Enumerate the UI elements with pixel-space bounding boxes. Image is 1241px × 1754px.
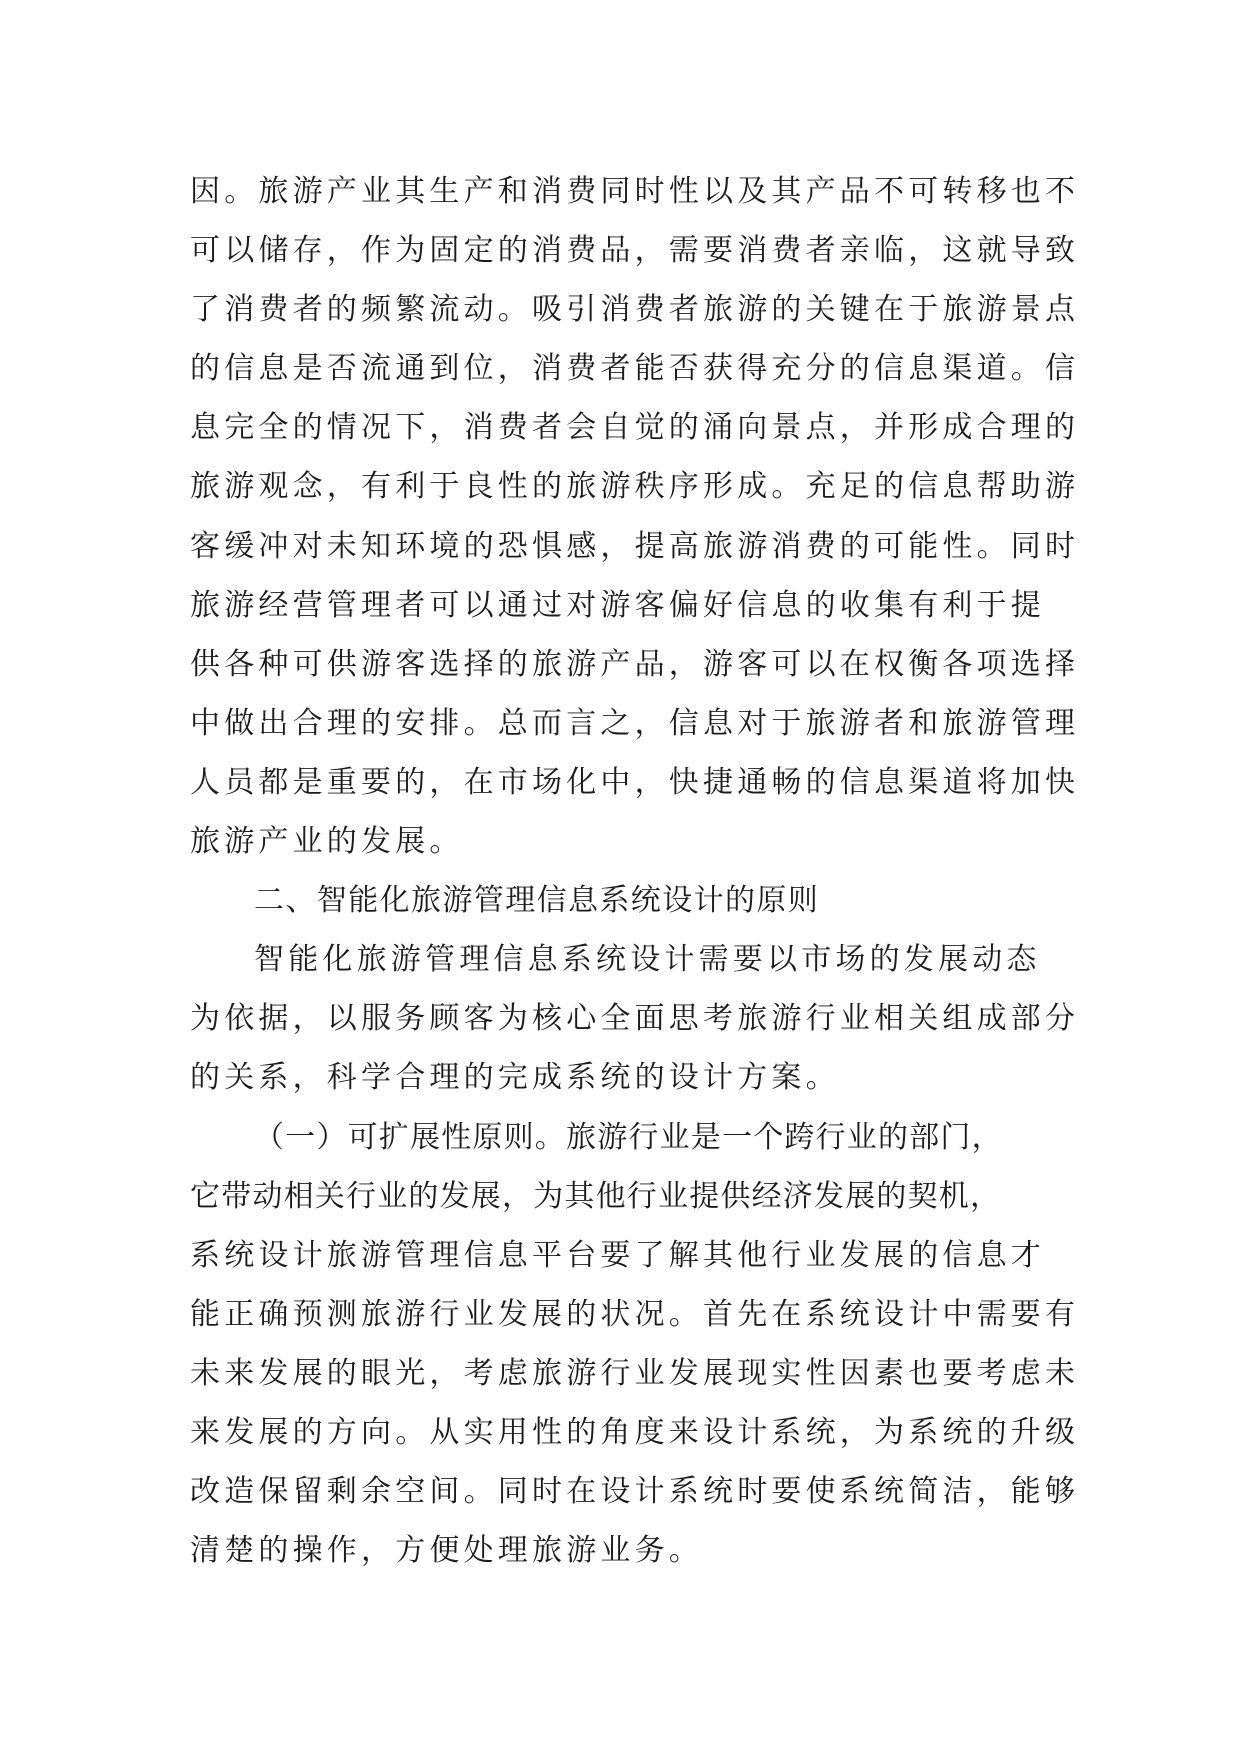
text-line: 的关系，科学合理的完成系统的设计方案。	[190, 1060, 840, 1096]
text-line: 来发展的方向。从实用性的角度来设计系统，为系统的升级	[190, 1414, 1080, 1450]
text-line: 因。旅游产业其生产和消费同时性以及其产品不可转移也不	[190, 174, 1080, 209]
text-line: 息完全的情况下，消费者会自觉的涌向景点，并形成合理的	[190, 410, 1080, 446]
text-line: 中做出合理的安排。总而言之，信息对于旅游者和旅游管理	[190, 705, 1080, 741]
text-line: 清楚的操作，方便处理旅游业务。	[190, 1533, 703, 1569]
text-line: 了消费者的频繁流动。吸引消费者旅游的关键在于旅游景点	[190, 292, 1080, 328]
text-line: 可以储存，作为固定的消费品，需要消费者亲临，这就导致	[190, 233, 1080, 269]
document-body	[190, 162, 1080, 1580]
subsection-heading-line: （一）可扩展性原则。旅游行业是一个跨行业的部门，	[254, 1119, 1003, 1155]
text-line: 未来发展的眼光，考虑旅游行业发展现实性因素也要考虑未	[190, 1355, 1080, 1391]
section-heading: 二、智能化旅游管理信息系统设计的原则	[254, 883, 820, 919]
text-line: 系统设计旅游管理信息平台要了解其他行业发展的信息才	[190, 1237, 1045, 1273]
text-line: 人员都是重要的，在市场化中，快捷通畅的信息渠道将加快	[190, 764, 1080, 800]
text-line: 旅游经营管理者可以通过对游客偏好信息的收集有利于提	[190, 587, 1045, 623]
text-line: 为依据，以服务顾客为核心全面思考旅游行业相关组成部分	[190, 1001, 1080, 1037]
text-line: 客缓冲对未知环境的恐惧感，提高旅游消费的可能性。同时	[190, 528, 1080, 564]
text-line: 智能化旅游管理信息系统设计需要以市场的发展动态	[254, 942, 1041, 978]
text-line: 它带动相关行业的发展，为其他行业提供经济发展的契机，	[190, 1178, 1002, 1214]
text-line: 的信息是否流通到位，消费者能否获得充分的信息渠道。信	[190, 351, 1080, 387]
text-line: 改造保留剩余空间。同时在设计系统时要使系统简洁，能够	[190, 1474, 1080, 1510]
text-line: 旅游观念，有利于良性的旅游秩序形成。充足的信息帮助游	[190, 469, 1080, 505]
text-line: 旅游产业的发展。	[190, 824, 464, 860]
text-line: 供各种可供游客选择的旅游产品，游客可以在权衡各项选择	[190, 646, 1080, 682]
text-line: 能正确预测旅游行业发展的状况。首先在系统设计中需要有	[190, 1296, 1080, 1332]
